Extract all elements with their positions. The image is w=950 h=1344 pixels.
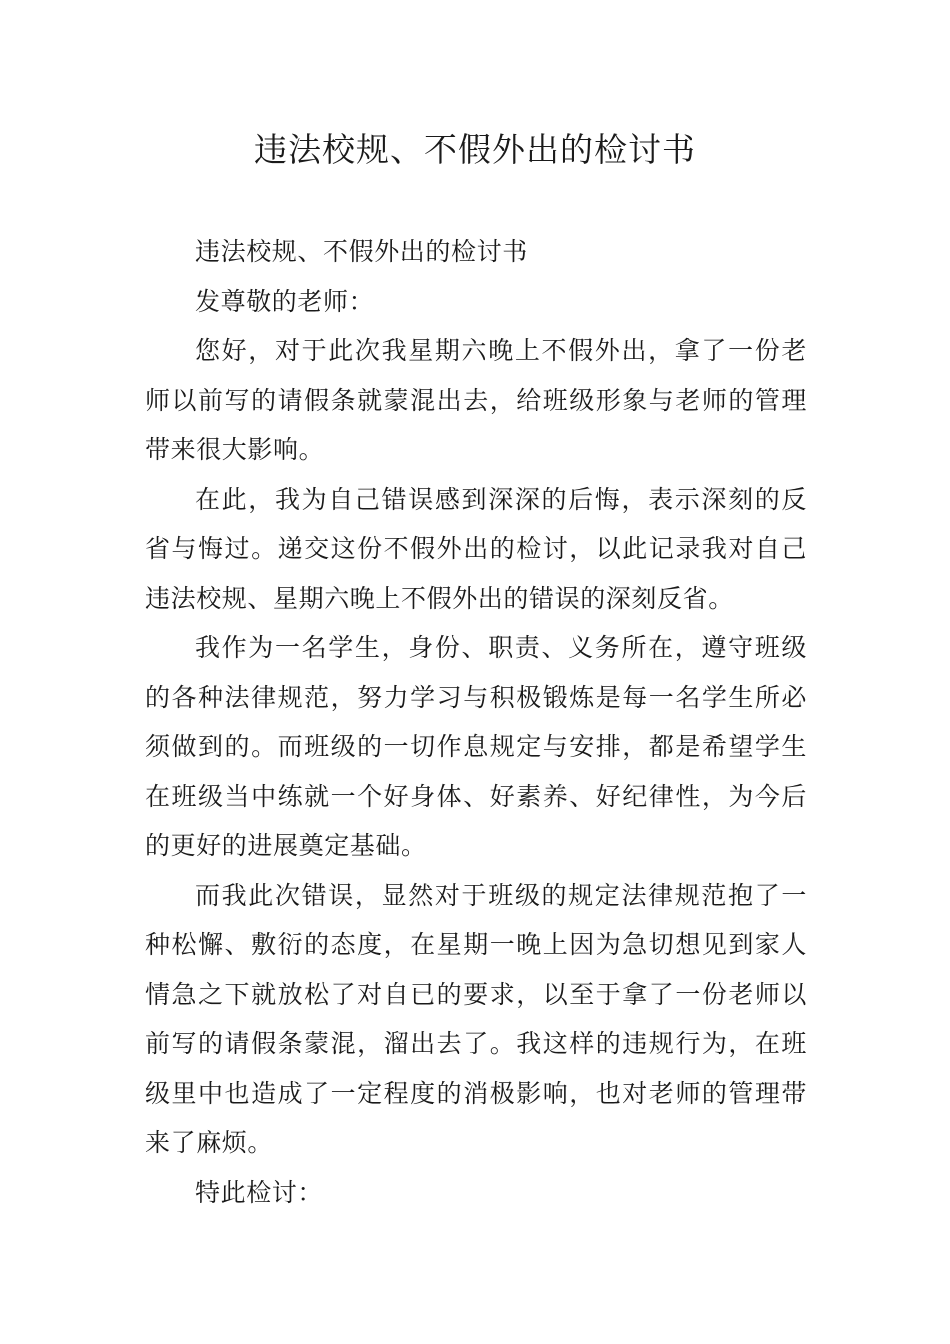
- paragraph-body-3: 我作为一名学生，身份、职责、义务所在，遵守班级的各种法律规范，努力学习与积极锻炼是每一名学生所必须做到的。而班级的一切作息规定与安排，都是希望学生在班级当中练就一个好身体、好素养、好纪律性，为今后的更好的进展奠定基础。: [145, 633, 807, 860]
- paragraph-body-4: 而我此次错误，显然对于班级的规定法律规范抱了一种松懈、敷衍的态度，在星期一晚上因为急切想见到家人情急之下就放松了对自已的要求，以至于拿了一份老师以前写的请假条蒙混，溜出去了。我这样的违规行为，在班级里中也造成了一定程度的消极影响，也对老师的管理带来了麻烦。: [145, 880, 807, 1157]
- paragraph-body-2: 在此，我为自己错误感到深深的后悔，表示深刻的反省与悔过。递交这份不假外出的检讨，以此记录我对自己违法校规、星期六晚上不假外出的错误的深刻反省。: [145, 484, 807, 613]
- paragraph-closing: 特此检讨：: [195, 1177, 324, 1207]
- document-title: 违法校规、不假外出的检讨书: [254, 130, 696, 169]
- paragraph-body-1: 您好，对于此次我星期六晚上不假外出，拿了一份老师以前写的请假条就蒙混出去，给班级形象与老师的管理带来很大影响。: [145, 336, 807, 464]
- paragraph-salutation: 发尊敬的老师：: [195, 286, 375, 316]
- document-body: [145, 227, 807, 1217]
- paragraph-subtitle: 违法校规、不假外出的检讨书: [195, 237, 528, 266]
